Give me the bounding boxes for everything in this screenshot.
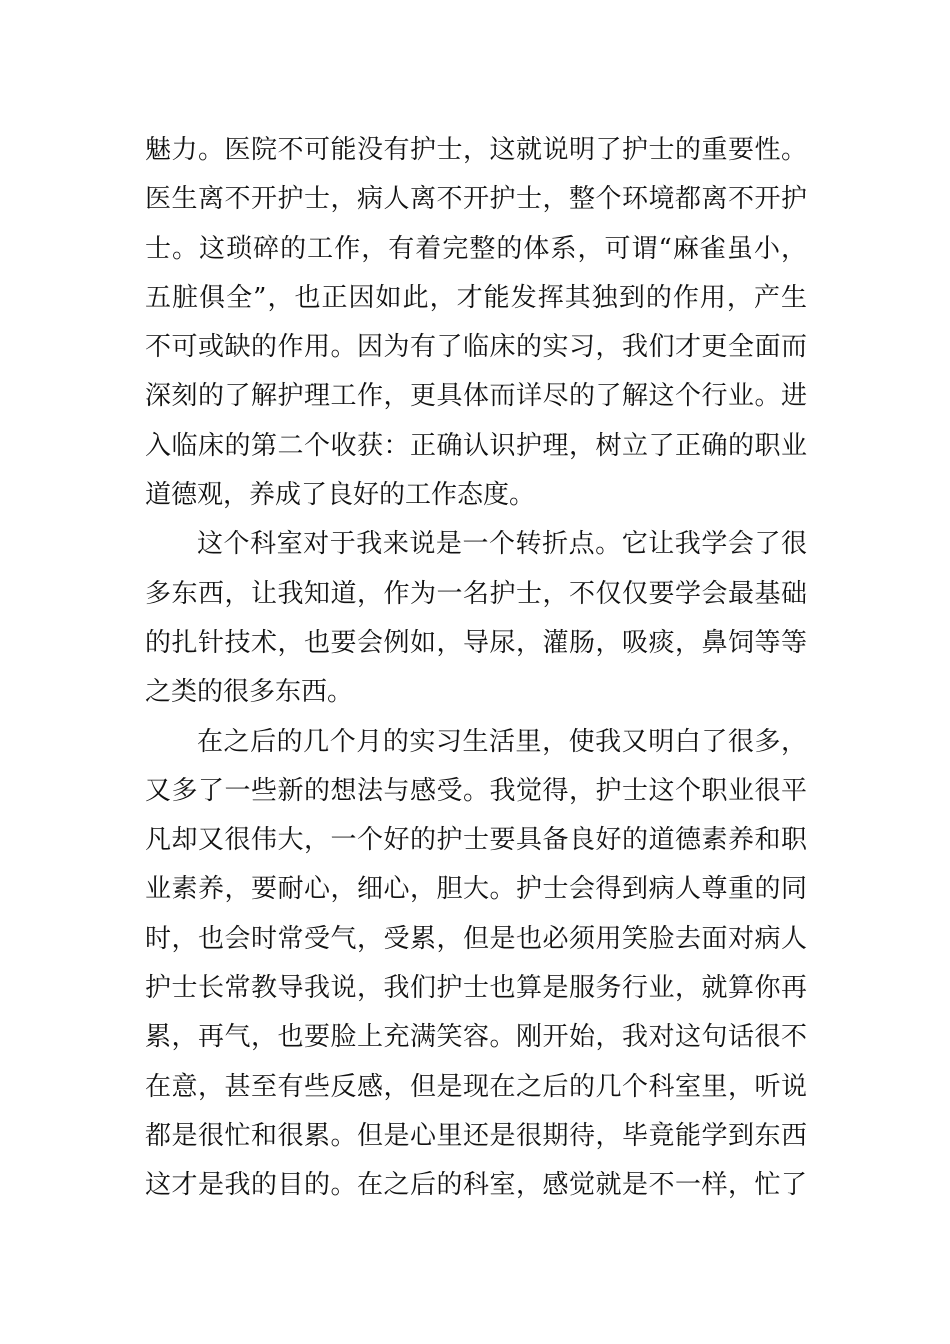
text-line: 凡却又很伟大，一个好的护士要具备良好的道德素养和职 <box>145 825 807 856</box>
text-line: 护士长常教导我说，我们护士也算是服务行业，就算你再 <box>145 973 807 1004</box>
text-line: 道德观，养成了良好的工作态度。 <box>145 480 536 511</box>
text-line: 时，也会时常受气，受累，但是也必须用笑脸去面对病人 <box>145 923 807 954</box>
text-line: 入临床的第二个收获：正确认识护理，树立了正确的职业 <box>145 430 807 461</box>
text-line: 的扎针技术，也要会例如，导尿，灌肠，吸痰，鼻饲等等 <box>145 627 807 658</box>
text-line: 又多了一些新的想法与感受。我觉得，护士这个职业很平 <box>145 775 807 806</box>
text-line: 累，再气，也要脸上充满笑容。刚开始，我对这句话很不 <box>145 1022 807 1053</box>
text-line: 不可或缺的作用。因为有了临床的实习，我们才更全面而 <box>145 332 807 363</box>
text-line: 在意，甚至有些反感，但是现在之后的几个科室里，听说 <box>145 1071 807 1102</box>
text-line: 五脏俱全”，也正因如此，才能发挥其独到的作用，产生 <box>145 282 807 313</box>
paragraph-start-line: 在之后的几个月的实习生活里，使我又明白了很多， <box>197 726 807 757</box>
text-line: 魅力。医院不可能没有护士，这就说明了护士的重要性。 <box>145 135 807 165</box>
paragraph-start-line: 这个科室对于我来说是一个转折点。它让我学会了很 <box>197 529 807 560</box>
text-line: 多东西，让我知道，作为一名护士，不仅仅要学会最基础 <box>145 578 807 609</box>
text-line: 业素养，要耐心，细心，胆大。护士会得到病人尊重的同 <box>145 874 807 905</box>
text-line: 医生离不开护士，病人离不开护士，整个环境都离不开护 <box>145 184 807 215</box>
text-line: 这才是我的目的。在之后的科室，感觉就是不一样，忙了 <box>145 1170 807 1201</box>
body-text <box>145 126 807 1211</box>
text-line: 之类的很多东西。 <box>145 677 354 708</box>
text-line: 深刻的了解护理工作，更具体而详尽的了解这个行业。进 <box>145 381 807 412</box>
text-line: 都是很忙和很累。但是心里还是很期待，毕竟能学到东西 <box>145 1120 807 1151</box>
text-line: 士。这琐碎的工作，有着完整的体系，可谓“麻雀虽小， <box>145 233 807 264</box>
